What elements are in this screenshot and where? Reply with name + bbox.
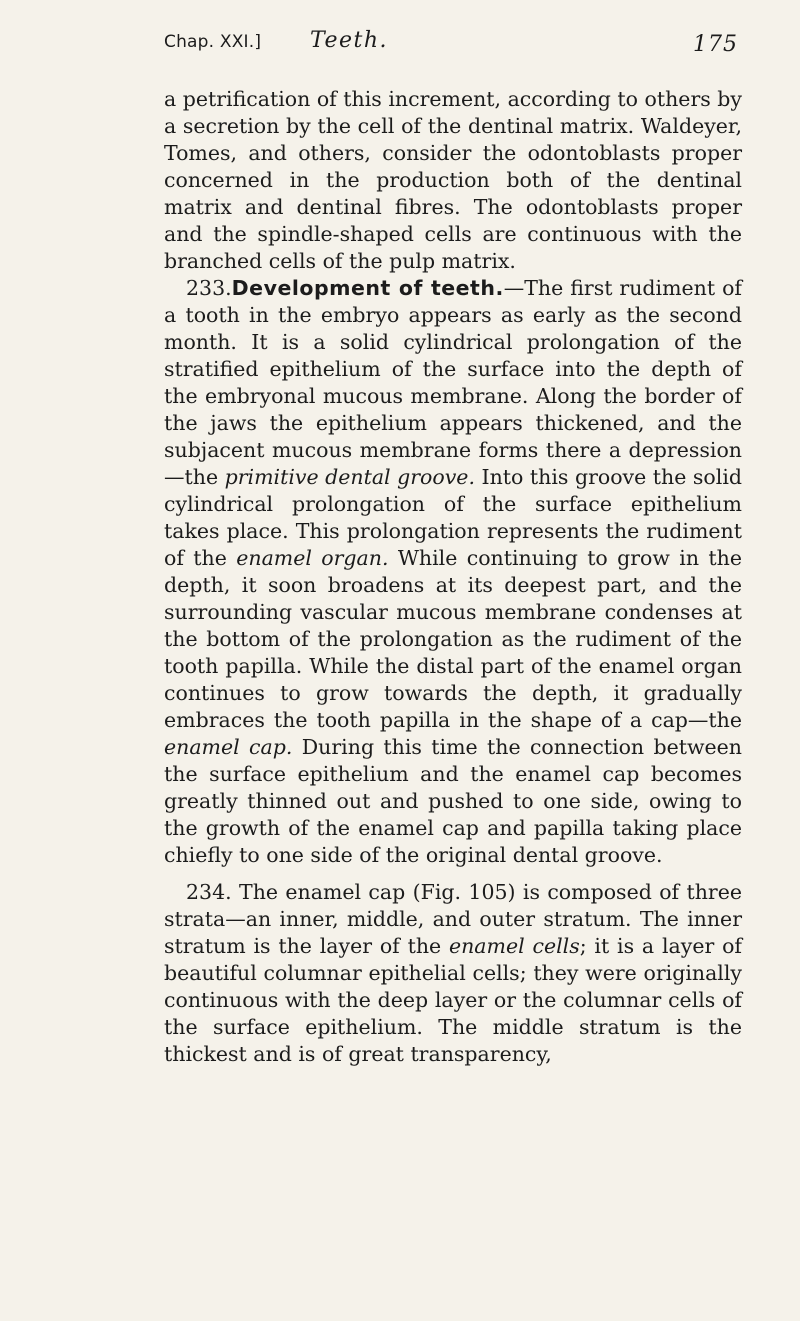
body-text — [164, 86, 742, 1068]
section-233 — [164, 275, 742, 869]
section-text: —The first rudiment of a tooth in the embryo appears as early as the second month. It is a solid cylindrical prolongation of the stratified epithelium of the surface into the depth of the embryonal mucous membrane. Along the border of the jaws the epithelium appears thickened, and the subjacent mucous membrane forms there a depression—the — [164, 276, 742, 489]
section-number: 234. — [186, 880, 232, 904]
section-number: 233. — [186, 276, 232, 300]
section-heading: Development of teeth. — [231, 276, 504, 300]
section-text: ; it is a layer of beautiful columnar epithelial cells; they were originally continuous with the deep layer or the columnar cells of the surface epithelium. The middle stratum is the thickest and is of great transparency, — [164, 934, 742, 1066]
term-enamel-cells: enamel cells — [448, 934, 580, 958]
section-text: The enamel cap (Fig. 105) is composed of three strata—an inner, middle, and outer stratum. The inner stratum is the layer of the — [164, 880, 742, 958]
paragraph-continuation: a petrification of this increment, according to others by a secretion by the cell of the dentinal matrix. Waldeyer, Tomes, and others, consider the odontoblasts proper concerned in the production both of the dentinal matrix and dentinal fibres. The odontoblasts proper and the spindle-shaped cells are continuous with the branched cells of the pulp matrix. — [164, 87, 742, 273]
section-234 — [164, 879, 742, 1068]
term-primitive-dental-groove: primitive dental groove. — [224, 465, 475, 489]
term-enamel-organ: enamel organ. — [236, 546, 389, 570]
running-title: Teeth. — [310, 28, 389, 53]
section-text: Into this groove the solid cylindrical prolongation of the surface epithelium takes place. This prolongation represents the rudiment of the — [164, 465, 742, 570]
chapter-label: Chap. XXI.] — [164, 32, 262, 52]
running-header — [164, 28, 738, 68]
page-number: 175 — [693, 32, 738, 57]
term-enamel-cap: enamel cap. — [164, 735, 293, 759]
section-text: While continuing to grow in the depth, it soon broadens at its deepest part, and the surrounding vascular mucous membrane condenses at the bottom of the prolongation as the rudiment of the tooth papilla. While the distal part of the enamel organ continues to grow towards the depth, it gradually embraces the tooth papilla in the shape of a cap—the — [164, 546, 742, 732]
section-text: During this time the connection between the surface epithelium and the enamel cap becomes greatly thinned out and pushed to one side, owing to the growth of the enamel cap and papilla taking place chiefly to one side of the original dental groove. — [164, 735, 743, 867]
